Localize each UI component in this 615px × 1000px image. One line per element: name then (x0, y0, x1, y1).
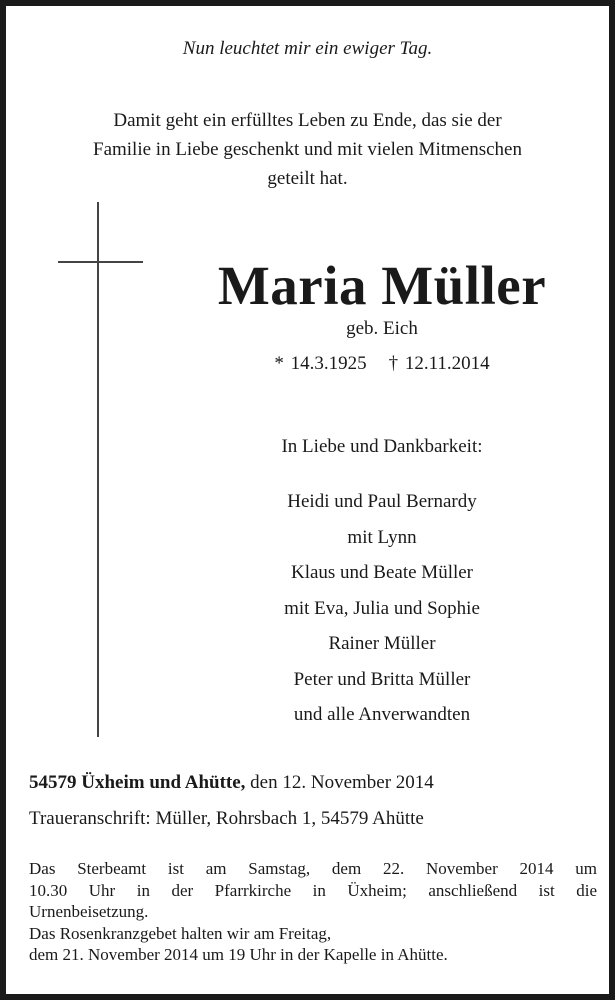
maiden-name: geb. Eich (346, 318, 418, 339)
family-list (183, 484, 581, 733)
mourning-address: Traueranschrift: Müller, Rohrsbach 1, 54579 Ahütte (29, 808, 424, 829)
cross-icon-bar (58, 261, 143, 263)
family-member: Heidi und Paul Bernardy (287, 491, 477, 512)
service-notice (29, 858, 597, 966)
family-member: mit Lynn (347, 526, 417, 548)
intro-line: Familie in Liebe geschenkt und mit vielen Mitmenschen (93, 139, 522, 160)
family-member: Peter und Britta Müller (293, 668, 471, 690)
intro-line: geteilt hat. (267, 168, 348, 189)
family-member: Klaus und Beate Müller (290, 562, 474, 583)
birth-date: * 14.3.1925 (274, 353, 367, 374)
intro-line: Damit geht ein erfülltes Leben zu Ende, das sie der (113, 110, 502, 131)
cross-icon (97, 202, 99, 737)
notice-line: Urnenbeisetzung. (29, 902, 149, 922)
intro-text (6, 106, 609, 193)
notice-line: 10.30 Uhr in der Pfarrkirche in Üxheim; anschließend ist die (29, 880, 597, 900)
notice-line: Das Sterbeamt ist am Samstag, dem 22. November 2014 um (29, 859, 597, 878)
place-name: 54579 Üxheim und Ahütte, (29, 772, 246, 793)
family-member: Rainer Müller (328, 633, 436, 654)
motto: Nun leuchtet mir ein ewiger Tag. (182, 38, 433, 59)
notice-line: dem 21. November 2014 um 19 Uhr in der Kapelle in Ahütte. (29, 945, 448, 965)
thanks-heading: In Liebe und Dankbarkeit: (281, 436, 483, 457)
death-date: † 12.11.2014 (388, 353, 490, 374)
family-member: mit Eva, Julia und Sophie (284, 597, 480, 619)
deceased-name: Maria Müller (217, 255, 547, 316)
notice-line: Das Rosenkranzgebet halten wir am Freitag, (29, 923, 332, 943)
notice-date: den 12. November 2014 (245, 772, 434, 793)
place-date-line (29, 772, 434, 794)
life-dates (183, 353, 581, 375)
family-member: und alle Anverwandten (293, 704, 471, 725)
